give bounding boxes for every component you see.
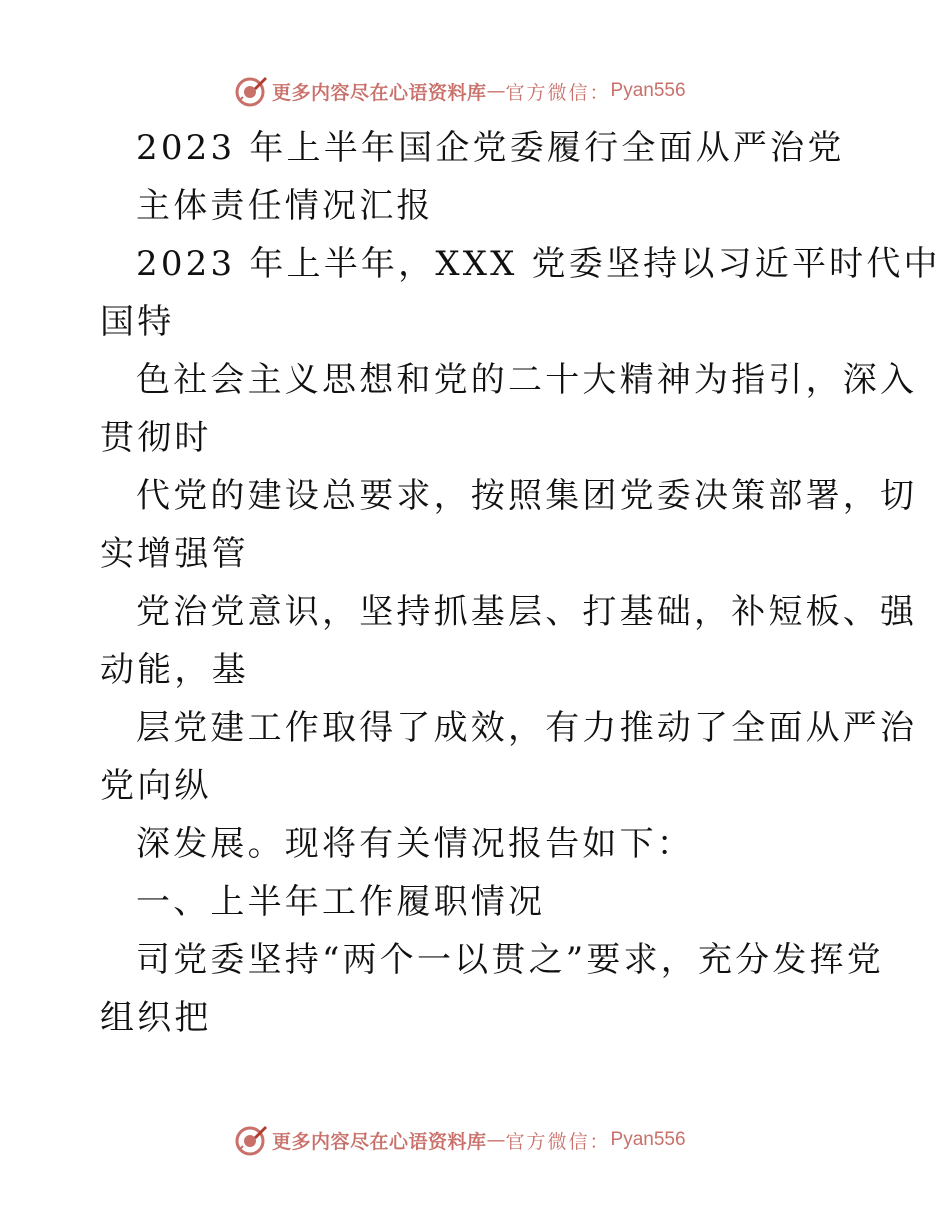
- watermark-sub-text: 官方微信：: [505, 81, 611, 104]
- watermark-dash: —: [486, 80, 506, 102]
- watermark-dash: —: [486, 1129, 506, 1151]
- doc-paragraph-line: 实增强管: [100, 534, 249, 574]
- watermark-main-text: 更多内容尽在心语资料库: [272, 81, 487, 104]
- doc-paragraph-line: 党向纵: [100, 766, 212, 806]
- doc-paragraph-line: 国特: [100, 302, 175, 342]
- doc-paragraph-line: 动能，基: [100, 650, 249, 690]
- doc-paragraph-line: 组织把: [100, 998, 212, 1038]
- watermark-header: [234, 71, 754, 111]
- doc-title-line-1: 2023 年上半年国企党委履行全面从严治党: [136, 128, 845, 168]
- watermark-sub-text: 官方微信：: [505, 1130, 611, 1153]
- watermark-main-text: 更多内容尽在心语资料库: [272, 1130, 487, 1153]
- pen-logo-icon: [234, 1123, 268, 1157]
- doc-paragraph-line: 层党建工作取得了成效，有力推动了全面从严治: [136, 708, 918, 748]
- pen-logo-icon: [234, 74, 268, 108]
- doc-paragraph-line: 2023 年上半年，XXX 党委坚持以习近平时代中: [136, 244, 941, 284]
- doc-paragraph-line: 代党的建设总要求，按照集团党委决策部署，切: [136, 476, 918, 516]
- watermark-account: Pyan556: [610, 80, 686, 101]
- doc-paragraph-line: 党治党意识，坚持抓基层、打基础，补短板、强: [136, 592, 918, 632]
- doc-paragraph-line: 色社会主义思想和党的二十大精神为指引，深入: [136, 360, 918, 400]
- doc-section-heading: 一、上半年工作履职情况: [136, 882, 546, 922]
- doc-paragraph-line: 深发展。现将有关情况报告如下：: [136, 824, 694, 864]
- doc-paragraph-line: 贯彻时: [100, 418, 212, 458]
- watermark-account: Pyan556: [610, 1129, 686, 1150]
- doc-title-line-2: 主体责任情况汇报: [136, 186, 434, 226]
- watermark-footer: [234, 1120, 754, 1160]
- doc-paragraph-line: 司党委坚持“两个一以贯之”要求，充分发挥党: [136, 940, 884, 980]
